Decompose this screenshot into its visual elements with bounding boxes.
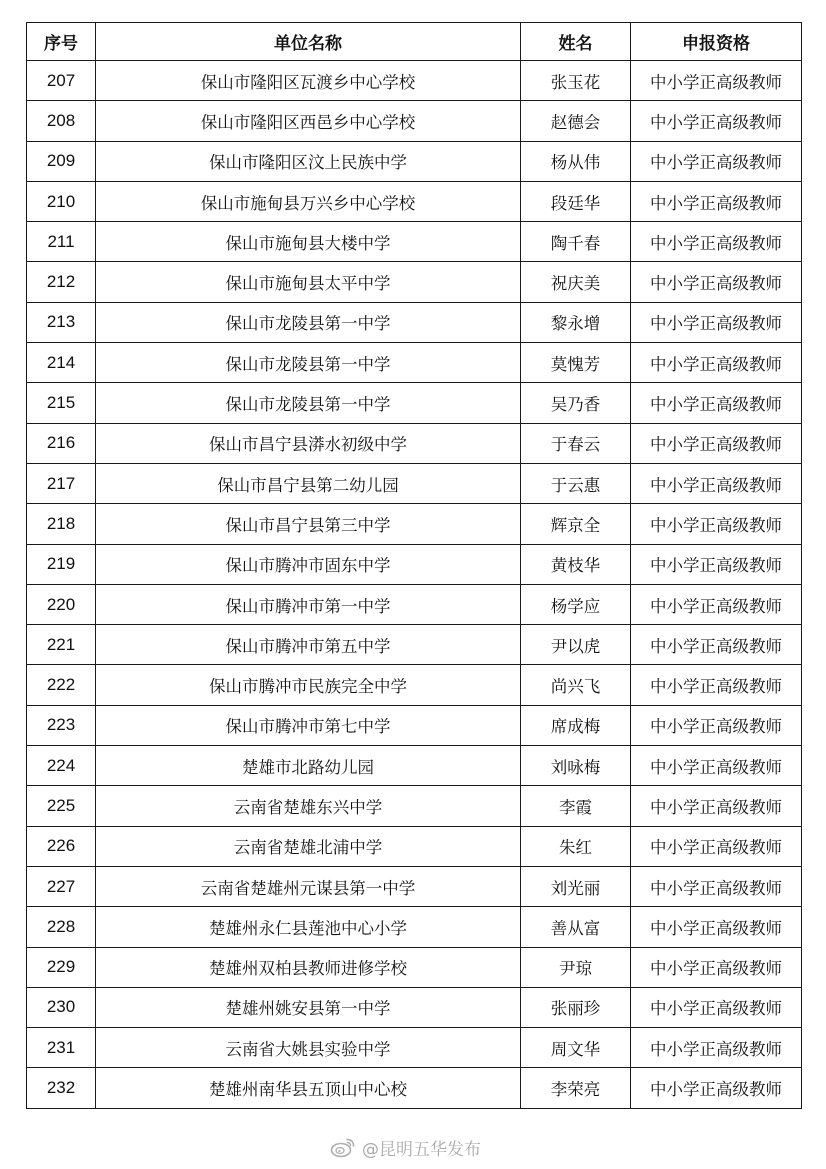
roster-sheet — [26, 22, 801, 1109]
cell-name: 陶千春 — [521, 222, 631, 262]
cell-name: 尚兴飞 — [521, 665, 631, 705]
header-name: 姓名 — [521, 23, 631, 61]
cell-unit: 保山市腾冲市第一中学 — [96, 584, 521, 624]
cell-unit: 楚雄州双柏县教师进修学校 — [96, 947, 521, 987]
cell-id: 221 — [27, 625, 96, 665]
cell-id: 220 — [27, 584, 96, 624]
table-row — [27, 463, 802, 503]
cell-unit: 保山市腾冲市第五中学 — [96, 625, 521, 665]
table-row — [27, 746, 802, 786]
cell-qualification: 中小学正高级教师 — [631, 584, 802, 624]
cell-unit: 保山市施甸县万兴乡中心学校 — [96, 181, 521, 221]
cell-qualification: 中小学正高级教师 — [631, 262, 802, 302]
cell-id: 226 — [27, 826, 96, 866]
cell-unit: 云南省楚雄东兴中学 — [96, 786, 521, 826]
header-qualification: 申报资格 — [631, 23, 802, 61]
cell-name: 杨从伟 — [521, 141, 631, 181]
cell-id: 214 — [27, 343, 96, 383]
cell-qualification: 中小学正高级教师 — [631, 786, 802, 826]
cell-name: 于春云 — [521, 423, 631, 463]
cell-id: 213 — [27, 302, 96, 342]
cell-name: 李霞 — [521, 786, 631, 826]
cell-id: 207 — [27, 61, 96, 101]
cell-id: 222 — [27, 665, 96, 705]
cell-qualification: 中小学正高级教师 — [631, 705, 802, 745]
cell-name: 于云惠 — [521, 463, 631, 503]
table-row — [27, 826, 802, 866]
cell-name: 周文华 — [521, 1028, 631, 1068]
cell-unit: 保山市隆阳区瓦渡乡中心学校 — [96, 61, 521, 101]
cell-qualification: 中小学正高级教师 — [631, 61, 802, 101]
cell-name: 黎永增 — [521, 302, 631, 342]
table-row — [27, 302, 802, 342]
cell-qualification: 中小学正高级教师 — [631, 343, 802, 383]
header-id: 序号 — [27, 23, 96, 61]
cell-unit: 楚雄州永仁县莲池中心小学 — [96, 907, 521, 947]
cell-id: 217 — [27, 463, 96, 503]
cell-qualification: 中小学正高级教师 — [631, 947, 802, 987]
table-row — [27, 61, 802, 101]
table-row — [27, 141, 802, 181]
header-unit: 单位名称 — [96, 23, 521, 61]
cell-name: 吴乃香 — [521, 383, 631, 423]
watermark — [330, 1134, 481, 1160]
table-row — [27, 101, 802, 141]
table-row — [27, 1068, 802, 1108]
cell-qualification: 中小学正高级教师 — [631, 746, 802, 786]
cell-id: 228 — [27, 907, 96, 947]
cell-unit: 保山市龙陵县第一中学 — [96, 383, 521, 423]
cell-qualification: 中小学正高级教师 — [631, 101, 802, 141]
cell-unit: 保山市龙陵县第一中学 — [96, 343, 521, 383]
cell-id: 227 — [27, 866, 96, 906]
cell-qualification: 中小学正高级教师 — [631, 1028, 802, 1068]
cell-qualification: 中小学正高级教师 — [631, 141, 802, 181]
table-row — [27, 625, 802, 665]
cell-unit: 楚雄州南华县五顶山中心校 — [96, 1068, 521, 1108]
candidate-table — [26, 22, 802, 1109]
cell-name: 莫愧芳 — [521, 343, 631, 383]
cell-qualification: 中小学正高级教师 — [631, 1068, 802, 1108]
cell-id: 209 — [27, 141, 96, 181]
cell-id: 219 — [27, 544, 96, 584]
cell-qualification: 中小学正高级教师 — [631, 222, 802, 262]
table-row — [27, 947, 802, 987]
cell-id: 223 — [27, 705, 96, 745]
cell-unit: 云南省楚雄州元谋县第一中学 — [96, 866, 521, 906]
cell-qualification: 中小学正高级教师 — [631, 423, 802, 463]
cell-unit: 保山市隆阳区西邑乡中心学校 — [96, 101, 521, 141]
table-row — [27, 262, 802, 302]
cell-name: 刘咏梅 — [521, 746, 631, 786]
cell-id: 210 — [27, 181, 96, 221]
table-row — [27, 584, 802, 624]
cell-id: 215 — [27, 383, 96, 423]
table-row — [27, 181, 802, 221]
cell-name: 善从富 — [521, 907, 631, 947]
cell-unit: 保山市腾冲市固东中学 — [96, 544, 521, 584]
cell-unit: 云南省大姚县实验中学 — [96, 1028, 521, 1068]
cell-id: 231 — [27, 1028, 96, 1068]
cell-unit: 楚雄州姚安县第一中学 — [96, 987, 521, 1027]
cell-qualification: 中小学正高级教师 — [631, 987, 802, 1027]
table-row — [27, 504, 802, 544]
cell-qualification: 中小学正高级教师 — [631, 826, 802, 866]
cell-id: 230 — [27, 987, 96, 1027]
cell-name: 席成梅 — [521, 705, 631, 745]
cell-qualification: 中小学正高级教师 — [631, 181, 802, 221]
cell-name: 尹以虎 — [521, 625, 631, 665]
cell-id: 216 — [27, 423, 96, 463]
cell-qualification: 中小学正高级教师 — [631, 383, 802, 423]
cell-id: 218 — [27, 504, 96, 544]
cell-unit: 保山市施甸县大楼中学 — [96, 222, 521, 262]
table-row — [27, 343, 802, 383]
cell-name: 黄枝华 — [521, 544, 631, 584]
table-row — [27, 222, 802, 262]
cell-name: 赵德会 — [521, 101, 631, 141]
cell-qualification: 中小学正高级教师 — [631, 544, 802, 584]
cell-qualification: 中小学正高级教师 — [631, 907, 802, 947]
cell-qualification: 中小学正高级教师 — [631, 866, 802, 906]
cell-id: 224 — [27, 746, 96, 786]
cell-id: 211 — [27, 222, 96, 262]
cell-name: 辉京全 — [521, 504, 631, 544]
cell-unit: 保山市腾冲市民族完全中学 — [96, 665, 521, 705]
cell-qualification: 中小学正高级教师 — [631, 504, 802, 544]
table-row — [27, 907, 802, 947]
cell-name: 张丽珍 — [521, 987, 631, 1027]
weibo-logo-icon — [330, 1136, 356, 1158]
cell-id: 232 — [27, 1068, 96, 1108]
cell-unit: 保山市腾冲市第七中学 — [96, 705, 521, 745]
cell-id: 212 — [27, 262, 96, 302]
table-row — [27, 705, 802, 745]
header-row — [27, 23, 802, 61]
table-row — [27, 383, 802, 423]
cell-name: 段廷华 — [521, 181, 631, 221]
cell-unit: 保山市昌宁县第三中学 — [96, 504, 521, 544]
cell-unit: 保山市隆阳区汶上民族中学 — [96, 141, 521, 181]
table-row — [27, 987, 802, 1027]
cell-unit: 保山市昌宁县第二幼儿园 — [96, 463, 521, 503]
cell-id: 229 — [27, 947, 96, 987]
cell-qualification: 中小学正高级教师 — [631, 665, 802, 705]
cell-name: 祝庆美 — [521, 262, 631, 302]
watermark-text: @昆明五华发布 — [362, 1139, 481, 1160]
cell-unit: 保山市施甸县太平中学 — [96, 262, 521, 302]
table-row — [27, 665, 802, 705]
cell-unit: 保山市龙陵县第一中学 — [96, 302, 521, 342]
cell-id: 225 — [27, 786, 96, 826]
cell-id: 208 — [27, 101, 96, 141]
table-row — [27, 1028, 802, 1068]
cell-unit: 楚雄市北路幼儿园 — [96, 746, 521, 786]
table-header — [27, 23, 802, 61]
cell-name: 朱红 — [521, 826, 631, 866]
table-row — [27, 866, 802, 906]
cell-unit: 保山市昌宁县漭水初级中学 — [96, 423, 521, 463]
table-row — [27, 544, 802, 584]
cell-qualification: 中小学正高级教师 — [631, 302, 802, 342]
cell-name: 张玉花 — [521, 61, 631, 101]
cell-name: 尹琼 — [521, 947, 631, 987]
table-row — [27, 423, 802, 463]
table-row — [27, 786, 802, 826]
cell-qualification: 中小学正高级教师 — [631, 463, 802, 503]
table-body — [27, 61, 802, 1109]
cell-name: 杨学应 — [521, 584, 631, 624]
cell-name: 李荣亮 — [521, 1068, 631, 1108]
cell-name: 刘光丽 — [521, 866, 631, 906]
cell-unit: 云南省楚雄北浦中学 — [96, 826, 521, 866]
cell-qualification: 中小学正高级教师 — [631, 625, 802, 665]
